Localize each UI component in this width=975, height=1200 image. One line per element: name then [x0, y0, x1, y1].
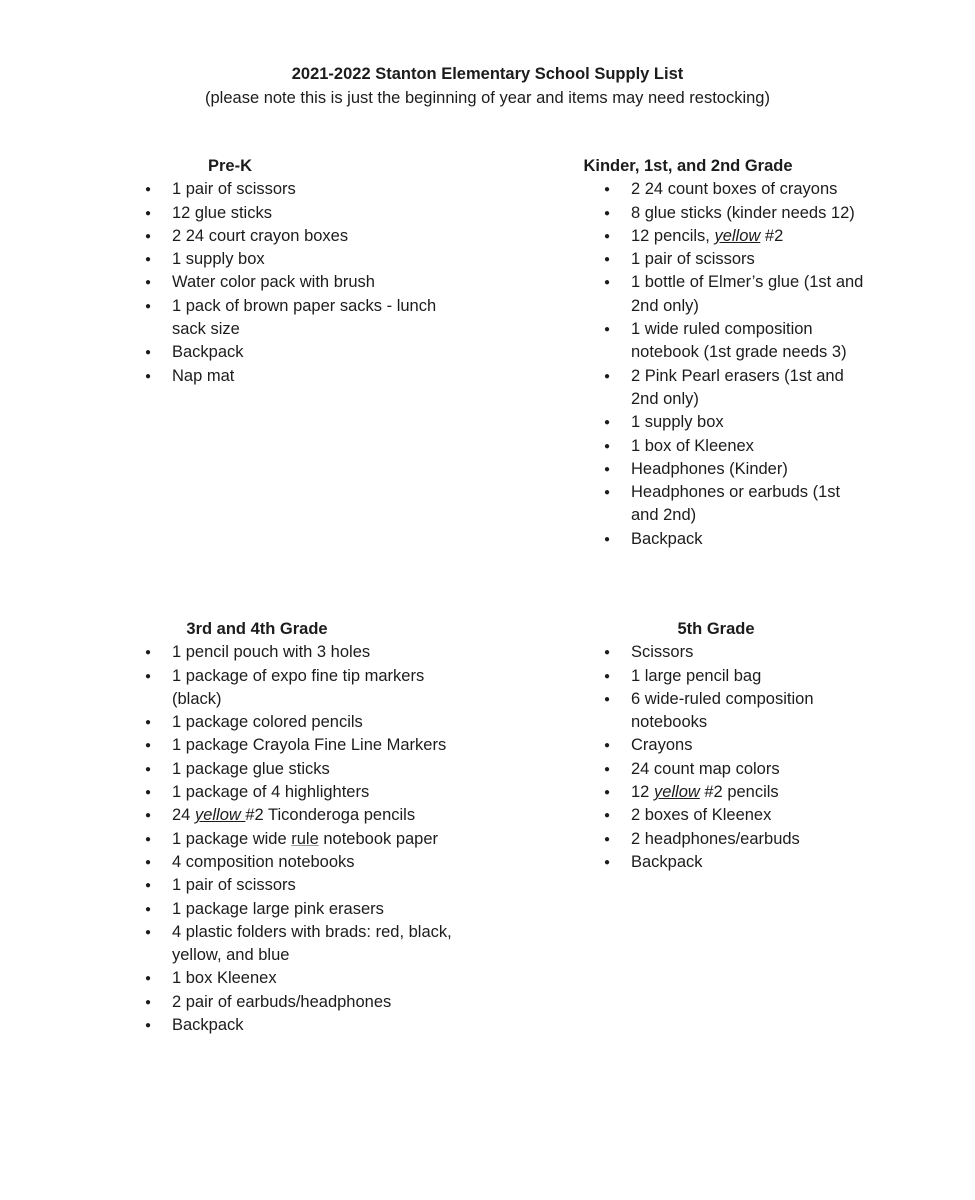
document-subtitle: (please note this is just the beginning of year and items may need restocking): [205, 89, 770, 107]
list-item: ● 12 glue sticks: [172, 202, 462, 225]
list-item: ● 24 count map colors: [631, 758, 867, 781]
emphasized-text: yellow: [653, 783, 700, 802]
list-item: ● Water color pack with brush: [172, 271, 462, 294]
list-item: ● 1 package Crayola Fine Line Markers: [172, 734, 462, 757]
list-item: ● Crayons: [631, 734, 867, 757]
section-5th-grade: [631, 618, 867, 874]
list-item: ● 2 Pink Pearl erasers (1st and 2nd only): [631, 365, 867, 412]
list-item: ● 1 bottle of Elmer’s glue (1st and 2nd only): [631, 271, 867, 318]
list-item: [631, 225, 867, 248]
document-title: 2021-2022 Stanton Elementary School Supply List: [291, 65, 684, 83]
list-item: ● Headphones or earbuds (1st and 2nd): [631, 481, 867, 528]
list-item: ● 1 package of expo fine tip markers (black): [172, 665, 462, 712]
section-heading: 3rd and 4th Grade: [186, 620, 328, 638]
list-item: ● 2 24 court crayon boxes: [172, 225, 462, 248]
list-item: ● 6 wide-ruled composition notebooks: [631, 688, 867, 735]
list-item: ● 1 large pencil bag: [631, 665, 867, 688]
item-text: 1 package wide: [172, 829, 292, 848]
list-item: ● 4 plastic folders with brads: red, black, yellow, and blue: [172, 921, 462, 968]
item-text: 12: [631, 783, 654, 802]
list-item: ● 1 supply box: [172, 248, 462, 271]
list-item: ● 1 box of Kleenex: [631, 435, 867, 458]
emphasized-text: yellow: [194, 806, 246, 825]
list-item: ● Backpack: [172, 1014, 462, 1037]
list-item: [631, 781, 867, 804]
list-item: ● 1 package colored pencils: [172, 711, 462, 734]
list-item: ● Backpack: [631, 528, 867, 551]
list-item: ● 2 boxes of Kleenex: [631, 804, 867, 827]
list-item: ● 1 box Kleenex: [172, 967, 462, 990]
list-item: ● 8 glue sticks (kinder needs 12): [631, 202, 867, 225]
list-item: ● 2 pair of earbuds/headphones: [172, 991, 462, 1014]
item-text: #2 pencils: [699, 783, 779, 802]
list-item: [172, 828, 462, 851]
section-heading: Kinder, 1st, and 2nd Grade: [583, 157, 793, 175]
list-item: ● Nap mat: [172, 365, 462, 388]
section-pre-k: [172, 155, 462, 388]
list-item: [172, 804, 462, 827]
emphasized-text: yellow: [714, 226, 761, 245]
list-item: ● 1 package of 4 highlighters: [172, 781, 462, 804]
list-item: ● 1 pencil pouch with 3 holes: [172, 641, 462, 664]
list-item: ● 1 pair of scissors: [172, 874, 462, 897]
list-item: ● 1 supply box: [631, 411, 867, 434]
supply-list: [631, 178, 867, 551]
supply-list: [631, 641, 867, 874]
list-item: ● 1 pack of brown paper sacks - lunch sack size: [172, 295, 462, 342]
list-item: ● 1 package large pink erasers: [172, 898, 462, 921]
section-heading: 5th Grade: [677, 620, 755, 638]
list-item: ● Backpack: [172, 341, 462, 364]
item-text: notebook paper: [318, 829, 439, 848]
item-text: #2 Ticonderoga pencils: [245, 806, 416, 825]
supply-list: [172, 641, 462, 1037]
section-kinder-1st-2nd-grade: [583, 155, 867, 551]
list-item: ● 4 composition notebooks: [172, 851, 462, 874]
underlined-text: rule: [291, 829, 319, 848]
list-item: ● 1 package glue sticks: [172, 758, 462, 781]
section-3rd-4th-grade: [172, 618, 462, 1037]
list-item: ● Backpack: [631, 851, 867, 874]
list-item: ● 2 24 count boxes of crayons: [631, 178, 867, 201]
list-item: ● 1 pair of scissors: [631, 248, 867, 271]
list-item: ● 2 headphones/earbuds: [631, 828, 867, 851]
list-item: ● Scissors: [631, 641, 867, 664]
item-text: 12 pencils,: [631, 226, 715, 245]
list-item: ● 1 pair of scissors: [172, 178, 462, 201]
item-text: 24: [172, 806, 195, 825]
list-item: ● 1 wide ruled composition notebook (1st grade needs 3): [631, 318, 867, 365]
list-item: ● Headphones (Kinder): [631, 458, 867, 481]
section-heading: Pre-K: [207, 157, 252, 175]
item-text: #2: [760, 226, 784, 245]
supply-list: [172, 178, 462, 388]
